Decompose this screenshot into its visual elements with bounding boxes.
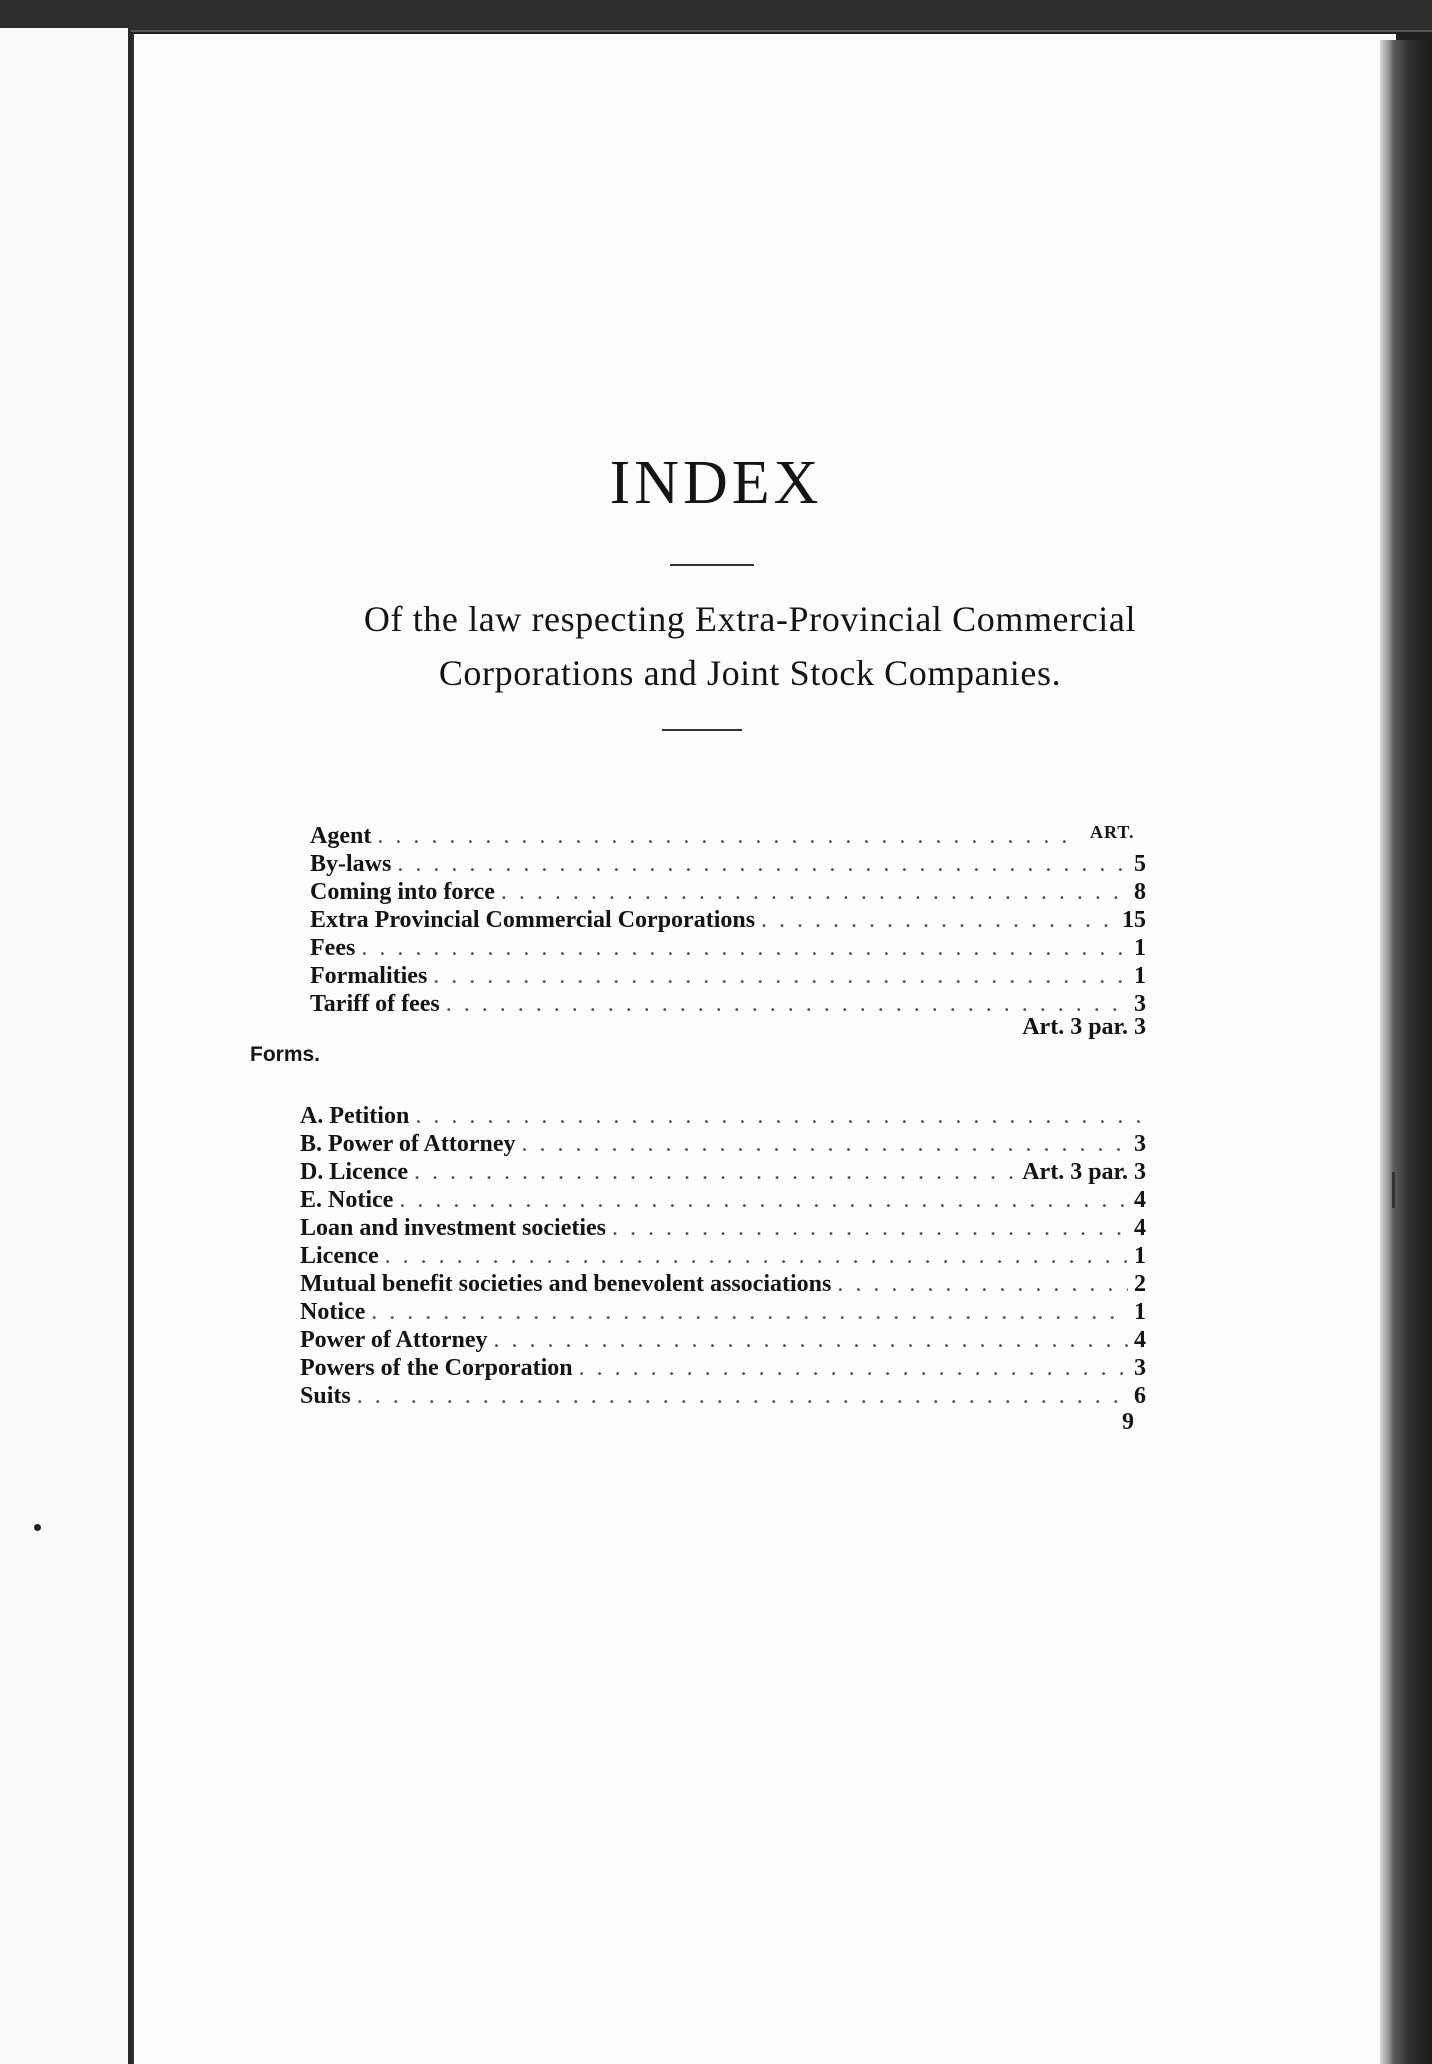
index-entry [310,850,1146,878]
entry-label: Formalities [310,963,428,989]
index-entry [300,1298,1146,1326]
dot-leader [357,1382,1128,1410]
entry-ref: 1 [1134,963,1146,989]
dot-leader [414,1158,1016,1186]
entry-ref: 8 [1134,879,1146,905]
dot-leader [361,934,1128,962]
dot-leader [761,906,1116,934]
dot-leader [494,1326,1129,1354]
entry-label: E. Notice [300,1187,394,1213]
entry-ref: 6 [1134,1383,1146,1409]
index-entry [300,1270,1146,1298]
dot-leader [522,1130,1128,1158]
index-entry [310,934,1146,962]
dot-leader [385,1242,1128,1270]
forms-heading: Forms. [250,1043,321,1066]
index-entry [300,1186,1146,1214]
entry-ref: 4 [1134,1187,1146,1213]
entry-label: A. Petition [300,1103,410,1129]
entry-ref: 1 [1134,1243,1146,1269]
entry-label: Suits [300,1383,351,1409]
index-entry [310,878,1146,906]
dot-leader [612,1214,1128,1242]
entry-ref: 1 [1134,1299,1146,1325]
index-entry [300,1354,1146,1382]
entry-label: Mutual benefit societies and benevolent associations [300,1271,832,1297]
entry-ref: 3 [1134,991,1146,1017]
index-entry [310,906,1146,934]
index-entry [300,1130,1146,1158]
index-entry [300,1408,1134,1436]
index-entry [310,1013,1146,1041]
dot-leader [837,1270,1128,1298]
dot-leader [501,878,1128,906]
entry-ref: 3 [1134,1355,1146,1381]
index-entry [300,1214,1146,1242]
subtitle-line-1: Of the law respecting Extra-Provincial Commercial [363,599,1137,639]
index-entry [300,1382,1146,1410]
entry-ref: 15 [1122,907,1146,933]
page-title: INDEX [609,449,823,517]
index-entry [300,1326,1146,1354]
entry-label: Power of Attorney [300,1327,488,1353]
entry-label: Tariff of fees [310,991,440,1017]
entry-label: D. Licence [300,1159,408,1185]
dot-leader [399,1186,1128,1214]
entry-ref: 4 [1134,1327,1146,1353]
entry-label: Licence [300,1243,379,1269]
entry-ref: 2 [1134,1271,1146,1297]
dot-leader [579,1354,1128,1382]
dot-leader [397,850,1128,878]
entry-label: B. Power of Attorney [300,1131,516,1157]
entry-label: Agent [310,823,372,849]
dot-leader [415,1102,1140,1130]
entry-ref: Art. 3 par. 3 [1022,1014,1146,1040]
entry-label: Extra Provincial Commercial Corporations [310,907,756,933]
dot-leader [377,822,1074,850]
index-entry [310,822,1080,850]
entry-label: Coming into force [310,879,495,905]
subtitle-line-2: Corporations and Joint Stock Companies. [438,653,1062,693]
entry-ref: 1 [1134,935,1146,961]
entry-ref: 3 [1134,1131,1146,1157]
index-entry [300,1242,1146,1270]
index-entry [300,1102,1146,1130]
entry-ref: Art. 3 par. 3 [1022,1159,1146,1185]
entry-ref: 4 [1134,1215,1146,1241]
entry-ref: 5 [1134,851,1146,877]
index-entry [300,1158,1146,1186]
dot-leader [371,1298,1128,1326]
entry-label: Loan and investment societies [300,1215,606,1241]
entry-label: Fees [310,935,356,961]
dot-leader [433,962,1128,990]
index-entry [310,962,1146,990]
article-column-header: ART. [1090,822,1135,842]
entry-ref: 9 [1122,1409,1134,1435]
entry-label: Powers of the Corporation [300,1355,573,1381]
entry-label: Notice [300,1299,366,1325]
entry-label: By-laws [310,851,392,877]
